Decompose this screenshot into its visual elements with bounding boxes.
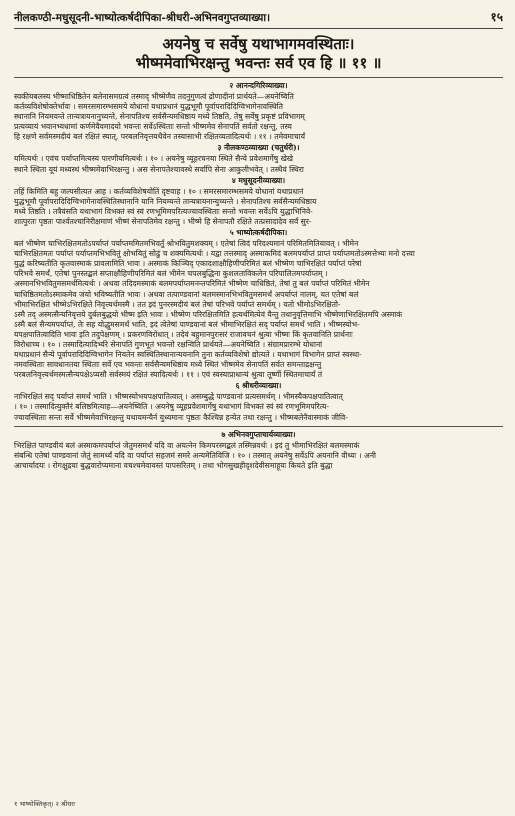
commentary-line: संबन्धि एतेषां पाण्डवानां जेतुं सामर्थ्यं यदि वा पर्याप्तं सहजमं समरे अन्यमेतिविजि । १० । तस्मात् अयनेषु सर्वेऽपि अयनानि वीथ्यः । अनी <box>14 450 377 460</box>
commentary-heading: ५ भाष्योत्कर्षदीपिका। <box>229 228 288 238</box>
commentary-heading: ७ अभिनवगुप्ताचार्यव्याख्या। <box>221 429 296 439</box>
commentary-text <box>14 441 503 471</box>
commentary-line: चाभिरक्षितमतः पर्याप्तं पर्याप्तमभिभवितुं क्षोभयितुं सोढुं च शक्यमित्यर्थः । यद्वा तत्तस्माद् अस्माकमिदं बलमपर्याप्तं प्राप्तं पर्याप्तमतोऽस्मत्तेभ्यः मनो दत्त्वा <box>14 249 415 259</box>
commentary-line: प्रत्यव्यायं भवानभ्यधामां कर्णमेवैवमादयो भवन्तः सर्वेऽस्थिताः सन्तो भीष्ममेव सेनापतिं सर्वतो रक्षन्तु, तस्य <box>14 122 292 132</box>
commentary-heading: ३ नीलकण्ठव्याख्या (चतुर्धरी)। <box>217 143 300 153</box>
commentary-line: हि रक्षणे सर्वमस्मदीयं बलं रक्षितं स्यात्, परबलनिवृत्तयथैवेन तस्यासाभी रक्षितव्यतादित्यर्थः । ११ । तमेवमाचार्यं <box>14 132 306 142</box>
verse-line-2: भीष्ममेवाभिरक्षन्तु भवन्तः सर्व एव हि ॥ ११ ॥ <box>135 54 382 72</box>
commentary-line: युद्धं करिष्यतीति कृतवास्माकं प्रावलामिति भावः । अस्माकं किञ्चिद् एकादशाक्षौहिणीपरिमितं बलं भीष्मेण चाभिरक्षितं पर्याप्तं परेषां <box>14 259 362 269</box>
commentary-line: तर्हि किमिति बहु जल्पसीत्यत आह । कर्तव्यविशेषयोतिं दृष्टवाह । १० । समरसमारम्भसमये योधानां यथाप्रधानं <box>14 186 304 196</box>
commentary-line: स्थानानि नियमयन्ते तान्यत्रायनानुच्यन्ते, सेनापतिश्च सर्वसैन्यमधिष्ठाय मध्ये तिष्ठति, तेषु सर्वेषु प्रकृष्टं प्रविभागम् <box>14 112 305 122</box>
footnotes: १ भाष्योक्तिकृत्। २ श्रीधरः <box>14 800 76 808</box>
commentary-line: परिभवे समर्थं, एतेषां पुनस्तद्बलं सप्ताक्षौहिणीपरिमितं बलं भीमेन चपलबुद्धिना कुशलताविकलेन परिपालितमपर्याप्तम् । <box>14 269 328 279</box>
commentary-line: ऽस्मै तद् अस्मत्सैन्यनिवृत्तये दुर्बलबुद्धयो भीष्म इति भावः । भीष्मेण परिरक्षितमिति हत्यर्थमित्येवं यैन्तु तथानुवृत्तिमाभि भीष्मेणाभिरक्षितमपि अस्माकं <box>14 309 403 319</box>
commentary-line: चाधिष्ठितमतोऽस्माकमेव जयो भविष्यतीति भावः । अथवा तत्पाण्डवानां बलमस्मानभिभवितुमसमर्थं अपर्याप्तं नालम्, यत एतेषां बलं <box>14 289 359 299</box>
commentary-line: शात्पुरतः पृष्ठतः पार्श्वतश्चानिरीक्षमाणं भीष्मं सेनापतिमेव रक्षन्तु । भीष्मे हि सेनापतौ रक्षिते तत्प्रसादादेव सर्वं सुर- <box>14 216 312 226</box>
commentary-line: ऽस्मै बलं सैन्यमपर्याप्तं, तेः सह योद्धुमसमर्थं भाति, इदं त्वेतेषां पाण्डवानां बलं भीमाभिरक्षितं सद् पर्याप्तं समर्थं भाति । भीष्मस्योभ- <box>14 319 360 329</box>
commentary-line: परबलनिवृत्त्यर्थमस्मत्सैन्यपक्षेऽप्यसौ सर्वस्मयं रक्षितं स्यादित्यर्थः । ११ । एवं स्वस्याप्राधान्यं श्रुत्वा तूष्णीं स्थितमाचार्यं तं <box>14 370 323 380</box>
running-title: नीलकण्ठी-मधुसूदनी-भाष्योत्कर्षदीपिका-श्रीधरी-अभिनवगुप्तव्याख्या। <box>14 12 271 24</box>
commentary-line: भिरक्षितं पाण्डवीयं बलं अस्माकमपर्याप्तं जेतुमसमर्थं यदि वा अयत्नेन किमपरस्मद्बलं तस्मिन्नवर्थः । इदं तु भीमाभिरक्षितं बलमस्माकं <box>14 440 360 450</box>
commentary-heading: २ आनन्दगिरिव्याख्या। <box>229 81 288 90</box>
commentary-line: यमित्यर्थः । एवंच पर्याप्तमित्यस्य पारणीयमित्यर्थः । १० । अयनेषु व्यूहरचनया स्थिते सैन्ये प्रवेशमार्गेषु खेखे <box>14 154 294 164</box>
section-divider <box>14 426 503 427</box>
commentary-line: यथाप्रधानं सैन्ये पूर्वापरादिदिग्विभागेन नियतेन स्वस्थितिस्थानान्ययनानि तुना कर्तव्यविशेषो द्योत्यते । यथाभागं विभागेन प्राप्तं स्वस्था- <box>14 350 362 360</box>
verse-line-1: अयनेषु च सर्वेषु यथाभागमवस्थिताः। <box>162 35 355 53</box>
commentary-line: नाभिरक्षितं सद् पर्याप्तं समर्थं भाति । भीष्मस्योभयपक्षपातित्वात् । असम्बुद्धे पाण्डवानां प्रत्यसमर्थम् । भीमस्यैकपक्षपातित्वात् <box>14 392 343 402</box>
running-header <box>14 8 503 29</box>
commentary-line: युद्धभूमौ पूर्वापरादिदिग्विभागेनावस्थितिस्थानानि यानि नियम्यन्ते तान्यत्रायनान्युच्यन्ते । सेनापतिश्च सर्वसैन्यमधिष्ठाय <box>14 196 317 206</box>
commentary-line: ज्यावस्थिताः सन्तः सर्वे भीष्ममेवाभिरक्षन्तु यथायमन्यैर्न युध्यमानः पृष्ठतः कैश्चिन्न हन्येत तथा रक्षन्तु । भीष्मबलेनैवास्माकं जीवि- <box>14 412 348 422</box>
commentary-line: यपक्षपातित्वादिति भावः इति तदुपेक्षणम् । प्रकरणविरोधात् । तदेवं बहुमानपुरःसरं राजावचनं श्रुत्वा भीष्मः किं कृतवानिति प्रार्थनाः <box>14 329 353 339</box>
commentary-line: विरोधाच्च । १० । तस्मादित्यादिर्भ्यरे सेनापतिं गुणभूतं भवन्तो रक्षन्विति प्रार्थयते—अयनेष्विति । संग्रामप्रारम्भे योधानां <box>14 339 323 349</box>
commentary-text <box>14 92 503 142</box>
commentary-text <box>14 187 503 227</box>
commentary-line: स्थाने स्थिता यूयं मध्यस्थं भीष्ममेवाभिरक्षन्तु । अस सेनापतेश्चावस्थे सर्वापि सेना आकुलीभवेत् । तस्थैवं स्थिरा <box>14 164 304 174</box>
commentary-line: बलं भीष्मेण चाभिरक्षितमतोऽपर्याप्तं पर्याप्तममितमभिवर्तुं श्रोभयितुमशक्यम् । एतेषां त्विदं परिदश्यमानं परिमितमितियावत् । भीमेन <box>14 239 359 249</box>
commentaries <box>14 81 503 471</box>
commentary-line: कर्तव्यविशेषोक्तेर्भावः । समरसमारम्भसमये योधानां यथाप्रधानं युद्धभूमौ पूर्वापरादिदिग्विभागेनावस्थिति <box>14 102 283 112</box>
commentary-line: अस्मानभिभवितुमसमर्थमित्यर्थः । अथवा तदिदमस्माकं बलमपर्याप्तमनन्तपरिमितं भीष्मेण चाधिष्ठितं, तेषां तु बलं पर्याप्तं परिमितं भीमेन <box>14 279 370 289</box>
commentary-line: आचार्यादयः । रोगक्षुद्रया बुद्धवारोप्यमाना वचश्चमेवावस्तं पापसरितम् । तथा भोगसुखहीदृशदेवीसमाहूयः कियते इति बुद्धा <box>14 460 333 470</box>
commentary-line: । १० । तस्मादित्युक्तैरं बलिष्ठमित्याह—अयनेष्विति । अयनेषु व्यूहप्रवेशमार्गेषु यथाभागं विभक्तं स्वं स्वं रणभूमिमपरित्य- <box>14 402 329 412</box>
commentary-text <box>14 392 503 422</box>
commentary-line: भीमाभिरक्षितं भीष्मेऽभिरक्षिते निवृत्त्यर्थमस्मै । तत इदं पुनरस्मदीयं बलं तेषां परिभवे पर्याप्तं समर्थम् । यतो भीमोऽभिरक्षितो- <box>14 299 341 309</box>
commentary-text <box>14 154 503 174</box>
verse-divider <box>14 77 503 78</box>
commentary-line: नमवस्थिताः सावधानतया स्थिताः सर्वे एव भवन्तः सर्वसैन्यमधिष्ठाय मध्ये स्थितं भीष्ममेव सेनापतिं सर्वत समन्ताद्रक्षन्तु <box>14 360 322 370</box>
commentary-line: स्वकीयबलस्य भीष्माधिष्ठितेन बलेनासमग्रत्वं तस्माद् भीष्मेणैव तदनुगुणत्वं द्रोणादीनां प्रार्थयते—अयनेष्विति <box>14 92 294 101</box>
commentary-heading: ६ श्रीधरीव्याख्या। <box>235 381 282 391</box>
verse-block <box>14 35 503 73</box>
commentary-heading: ४ मधुसूदनीव्याख्या। <box>231 175 286 185</box>
commentary-text <box>14 239 503 380</box>
commentary-line: मध्ये तिष्ठति । तत्रैवंसति यथाभागं विभक्तं स्वं स्वं रणभूमिमपरित्यज्यावस्थिताः सन्तो भवन्तः सर्वेऽपि युद्धाभिनिवे- <box>14 206 313 216</box>
page-number: १५ <box>490 10 503 24</box>
